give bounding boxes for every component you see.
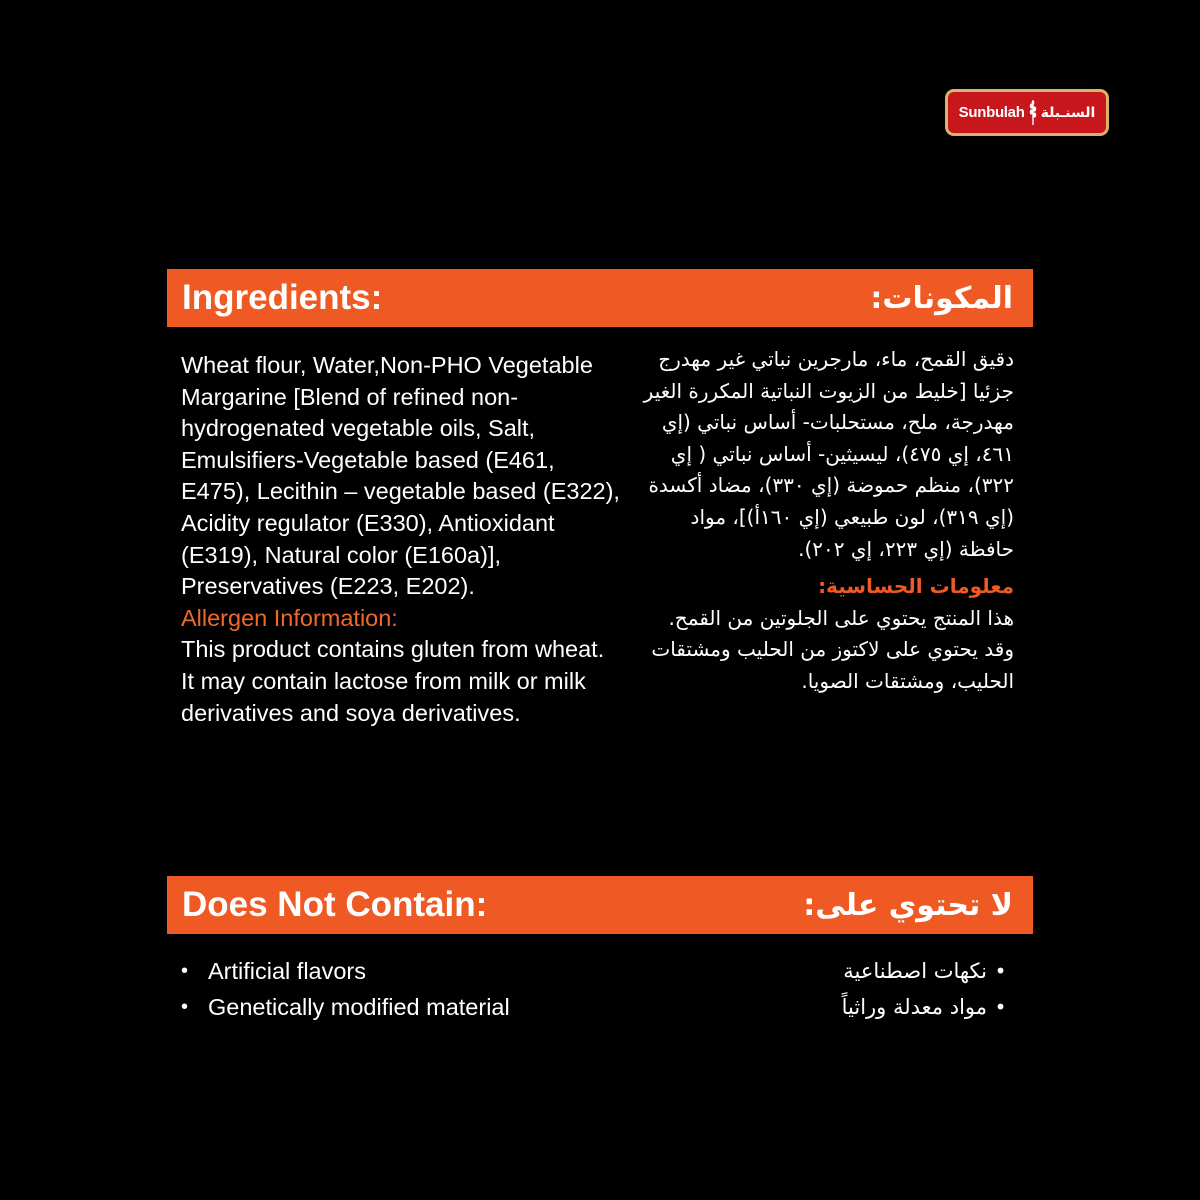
wheat-icon [1029,100,1037,126]
list-item-label: مواد معدلة وراثياً [841,995,987,1019]
ingredients-heading-ar: المكونات: [870,280,1013,316]
list-item-label: نكهات اصطناعية [843,959,987,983]
list-item-label: Genetically modified material [208,994,510,1020]
bullet-icon: • [181,996,189,1018]
ingredients-text-en: Wheat flour, Water,Non-PHO Vegetable Margarine [Blend of refined non-hydrogenated vegetable oils, Salt, Emulsifiers-Vegetable based (E461, E475), Lecithin – vegetable based (E322), Acidity regulator (E330), Antioxidant (E319), Natural color (E160a)], Preservatives (E223, E202). [181,352,620,600]
ingredients-text-ar: دقيق القمح، ماء، مارجرين نباتي غير مهدرج جزئيا [خليط من الزيوت النباتية المكررة الغير مهدرجة، ملح، مستحلبات- أساس نباتي (إي ٤٦١، إي ٤٧٥)، ليسيثين- أساس نباتي ( إي ٣٢٢)، منظم حموضة (إي ٣٣٠)، مضاد أكسدة (إي ٣١٩)، لون طبيعي (إي ١٦٠أ)]، مواد حافظة (إي ٢٢٣، إي ٢٠٢). [643,347,1014,561]
does-not-contain-header-band [167,876,1033,934]
bullet-icon: • [994,959,1007,983]
does-not-contain-list-ar [842,953,1014,1025]
ingredients-header-band [167,269,1033,327]
list-item [181,953,510,989]
does-not-contain-heading-ar: لا تحتوي على: [803,887,1013,923]
logo-text-en: Sunbulah [958,104,1025,121]
ingredients-heading-en: Ingredients: [182,278,383,317]
ingredients-column-en [181,350,621,729]
list-item [842,953,1014,989]
list-item-label: Artificial flavors [208,958,367,984]
does-not-contain-list-en [181,953,510,1025]
allergen-heading-ar: معلومات الحساسية: [818,574,1014,599]
list-item [181,989,510,1025]
allergen-heading-en: Allergen Information: [181,604,398,631]
sunbulah-logo [945,89,1109,136]
does-not-contain-heading-en: Does Not Contain: [182,885,488,924]
bullet-icon: • [181,960,189,982]
ingredients-column-ar [634,344,1014,698]
bullet-icon: • [994,995,1007,1019]
list-item [842,989,1014,1025]
logo-text-ar: السنـبلة [1040,104,1096,121]
allergen-text-en: This product contains gluten from wheat. It may contain lactose from milk or milk derivatives and soya derivatives. [181,636,605,726]
allergen-text-ar: هذا المنتج يحتوي على الجلوتين من القمح. وقد يحتوي على لاكتوز من الحليب ومشتقات الحليب، ومشتقات الصويا. [651,605,1014,693]
